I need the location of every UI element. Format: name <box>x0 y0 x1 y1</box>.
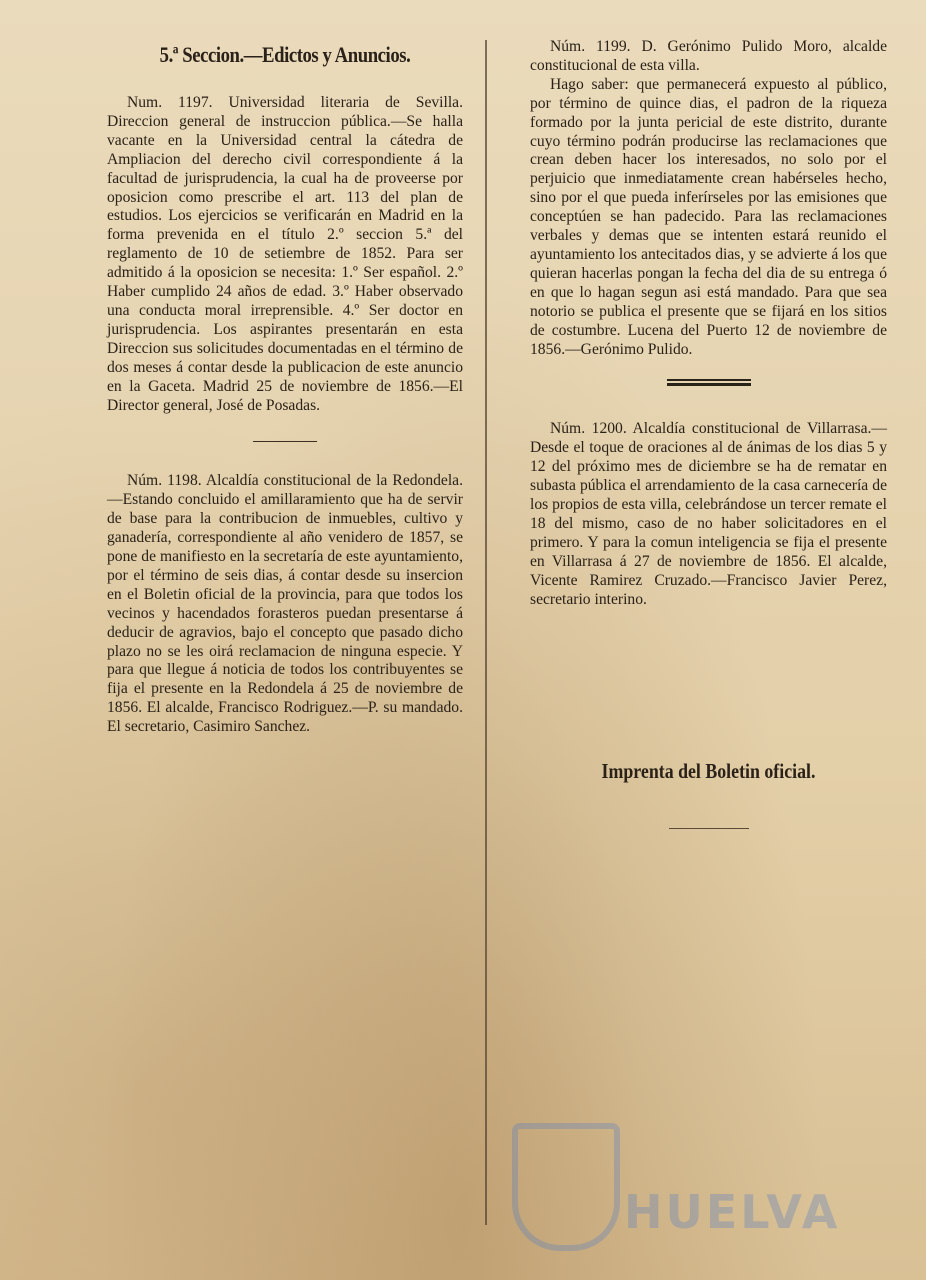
section-title: 5.ª Seccion.—Edictos y Anuncios. <box>159 42 411 67</box>
double-separator-rule <box>667 379 751 386</box>
notice-1199 <box>530 38 887 76</box>
separator-rule <box>253 441 317 442</box>
left-column <box>107 38 463 737</box>
notice-number: Núm. 1198. <box>127 472 202 490</box>
notice-number: Núm. 1199. <box>550 38 631 55</box>
printer-imprint: Imprenta del Boletin oficial. <box>601 759 816 784</box>
notice-text: Hago saber: que permanecerá expuesto al público, por término de quince dias, el padron de la riqueza formado por la junta pericial de este distrito, durante cuyo término podrán producirse las reclamaciones que crean deben hacer los interesados, no solo por el perjuicio que inmediatamente crean habérseles hecho, sino por el que pueda inferírseles por las emisiones que conceptúen se han padecido. Para las reclamaciones verbales y demas que se intenten estará reunido el ayuntamiento los antecitados dias, y se advierte á los que quieran hacerlas pongan la fecha del dia de su entrega ó en que lo hagan segun asi está mandado. Para que sea notorio se publica el presente que se fijará en los sitios de costumbre. Lucena del Puerto 12 de noviembre de 1856.—Gerónimo Pulido. <box>530 75 887 358</box>
huelva-watermark <box>512 1105 892 1270</box>
notice-1199-body <box>530 76 887 360</box>
watermark-text: HUELVA <box>624 1185 841 1239</box>
notice-1200 <box>530 420 887 609</box>
notice-number: Num. 1197. <box>127 94 213 111</box>
right-column <box>530 38 887 829</box>
shield-icon <box>512 1123 620 1251</box>
notice-1198 <box>107 472 463 737</box>
notice-text: D. Gerónimo Pulido Moro, alcalde constitucional de esta villa. <box>530 38 887 74</box>
footer-rule <box>669 828 749 829</box>
notice-text: Alcaldía constitucional de la Redondela.—Estando concluido el amillaramiento que ha de servir de base para la contribucion de inmuebles, cultivo y ganadería, correspondiente al año venidero de 1857, se pone de manifiesto en la secretaría de este ayuntamiento, por el término de seis dias, á contar desde su insercion en el Boletin oficial de la provincia, para que todos los vecinos y hacendados forasteros puedan presentarse á deducir de agravios, bajo el concepto que pasado dicho plazo no se les oirá reclamacion de ninguna especie. Y para que llegue á noticia de todos los contribuyentes se fija el presente en la Redondela á 25 de noviembre de 1856. El alcalde, Francisco Rodriguez.—P. su mandado. El secretario, Casimiro Sanchez. <box>107 472 464 736</box>
column-divider <box>485 40 487 1225</box>
notice-1197 <box>107 94 463 415</box>
notice-number: Núm. 1200. <box>550 420 627 438</box>
notice-text: Universidad literaria de Sevilla. Direccion general de instruccion pública.—Se halla vacante en la Universidad central la cátedra de Ampliacion del derecho civil correspondiente á la facultad de jurisprudencia, la cual ha de proveerse por oposicion como prescribe el art. 113 del plan de estudios. Los ejercicios se verificarán en Madrid en la forma prevenida en el título 2.º seccion 5.ª del reglamento de 10 de setiembre de 1852. Para ser admitido á la oposicion se necesita: 1.º Ser español. 2.º Haber cumplido 24 años de edad. 3.º Haber observado una conducta moral irreprensible. 4.º Ser doctor en jurisprudencia. Los aspirantes presentarán en esta Direccion sus solicitudes documentadas en el término de dos meses á contar desde la publicacion de este anuncio en la Gaceta. Madrid 25 de noviembre de 1856.—El Director general, José de Posadas. <box>107 94 463 414</box>
notice-text: Alcaldía constitucional de Villarrasa.—Desde el toque de oraciones al de ánimas de los dias 5 y 12 del próximo mes de diciembre se ha de rematar en subasta pública el arrendamiento de la casa carnecería de los propios de esta villa, celebrándose un tercer remate el 18 del mismo, caso de no haber solicitadores en el primero. Y para la comun inteligencia se fija el presente en Villarrasa á 27 de noviembre de 1856. El alcalde, Vicente Ramirez Cruzado.—Francisco Javier Perez, secretario interino. <box>530 420 888 608</box>
